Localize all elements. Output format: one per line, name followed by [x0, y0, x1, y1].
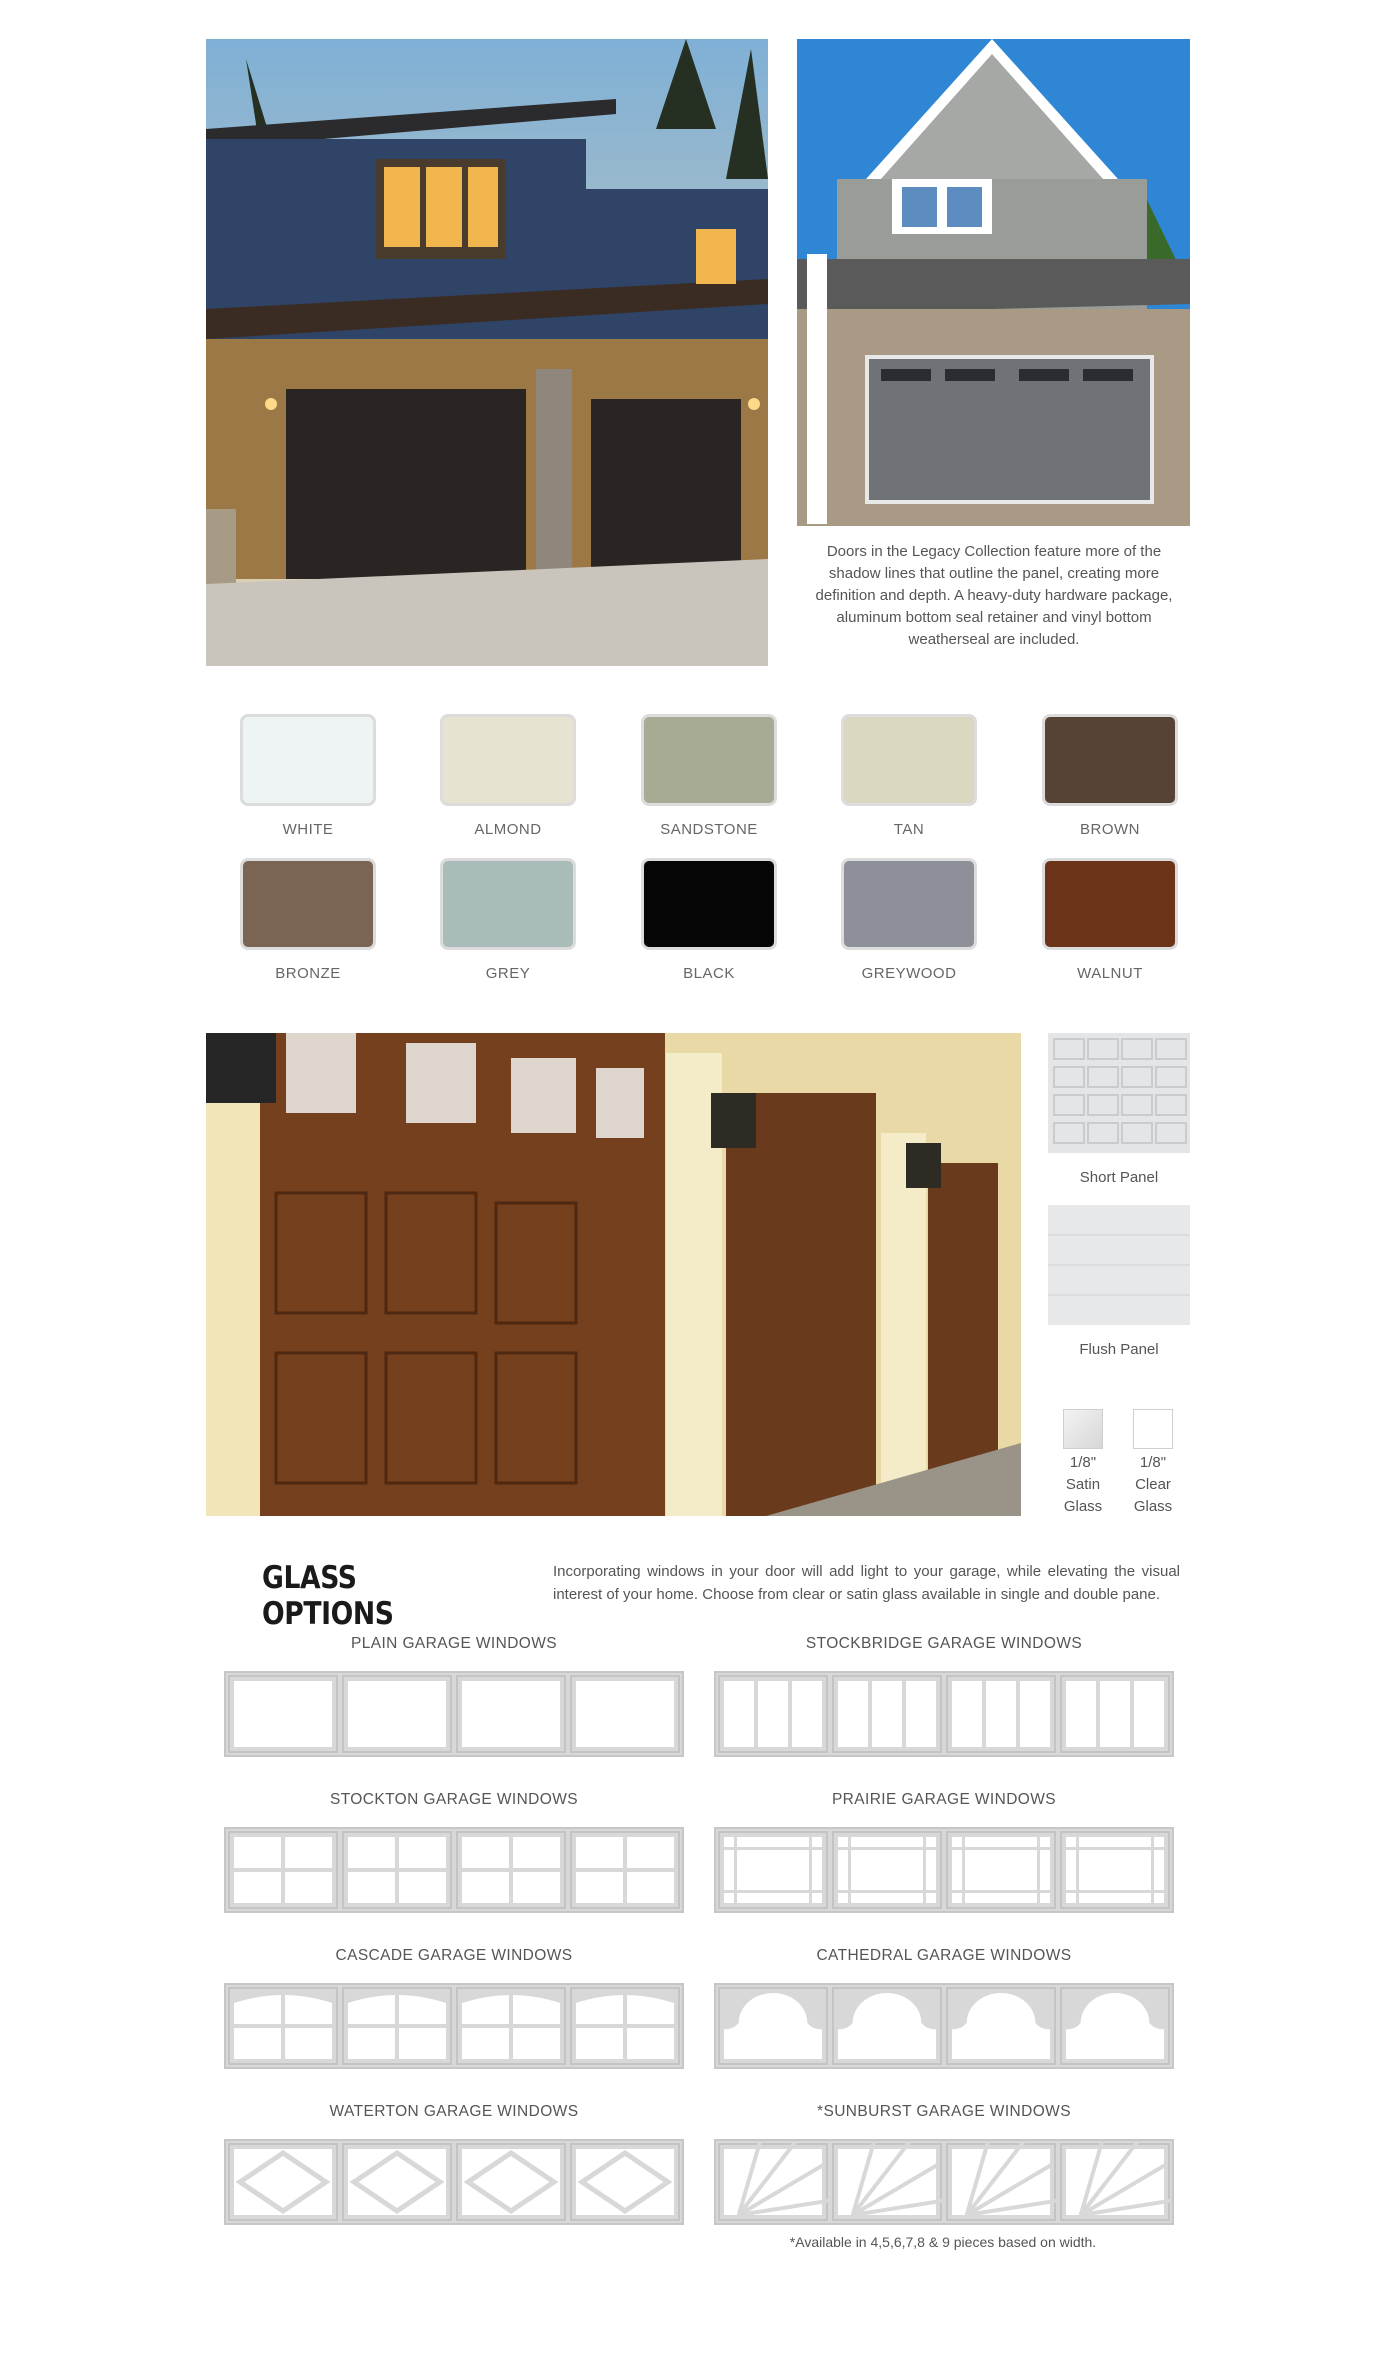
swatch-greywood	[841, 858, 977, 950]
swatch-label: ALMOND	[474, 821, 542, 838]
window-style-title: PRAIRIE GARAGE WINDOWS	[831, 1791, 1057, 1808]
swatch-walnut	[1042, 858, 1178, 950]
window-style-title: CATHEDRAL GARAGE WINDOWS	[816, 1947, 1072, 1964]
swatch-tan	[841, 714, 977, 806]
swatch-label: TAN	[893, 821, 925, 838]
window-style-plain	[224, 1671, 684, 1757]
glass-options-description: Incorporating windows in your door will add light to your garage, while elevating the visual interest of your home. Choose from clear or satin glass available in single and double pane.	[553, 1563, 1180, 1603]
window-style-cathedral	[714, 1983, 1174, 2069]
window-style-title: *SUNBURST GARAGE WINDOWS	[817, 2103, 1071, 2120]
swatch-almond	[440, 714, 576, 806]
window-style-title: STOCKBRIDGE GARAGE WINDOWS	[805, 1635, 1083, 1652]
swatch-label: GREY	[485, 965, 531, 982]
clear-glass-label: 1/8" Clear Glass	[1133, 1454, 1173, 1515]
modern-house-photo	[206, 39, 768, 666]
swatch-label: GREYWOOD	[861, 965, 957, 982]
window-style-stockbridge	[714, 1671, 1174, 1757]
swatch-label: WALNUT	[1077, 965, 1143, 982]
flush-panel-label: Flush Panel	[1079, 1341, 1159, 1358]
glass-options-title: GLASS OPTIONS	[262, 1560, 394, 1632]
swatch-bronze	[240, 858, 376, 950]
swatch-label: SANDSTONE	[660, 821, 758, 838]
window-style-title: STOCKTON GARAGE WINDOWS	[329, 1791, 579, 1808]
satin-glass-label: 1/8" Satin Glass	[1063, 1454, 1103, 1515]
craftsman-house-photo	[797, 39, 1190, 526]
swatch-label: BROWN	[1080, 821, 1140, 838]
clear-glass-swatch	[1133, 1409, 1173, 1449]
short-panel-swatch	[1048, 1033, 1190, 1153]
window-style-sunburst	[714, 2139, 1174, 2225]
window-style-cascade	[224, 1983, 684, 2069]
satin-glass-swatch	[1063, 1409, 1103, 1449]
window-style-title: CASCADE GARAGE WINDOWS	[335, 1947, 573, 1964]
swatch-white	[240, 714, 376, 806]
window-style-stockton	[224, 1827, 684, 1913]
legacy-collection-caption: Doors in the Legacy Collection feature more of the shadow lines that outline the panel, creating more definition and depth. A heavy-duty hardware package, aluminum bottom seal retainer and vinyl bottom weatherseal are included.	[815, 543, 1173, 648]
window-style-prairie	[714, 1827, 1174, 1913]
swatch-black	[641, 858, 777, 950]
swatch-label: WHITE	[282, 821, 334, 838]
swatch-label: BLACK	[683, 965, 735, 982]
swatch-brown	[1042, 714, 1178, 806]
window-style-waterton	[224, 2139, 684, 2225]
window-style-title: PLAIN GARAGE WINDOWS	[350, 1635, 558, 1652]
walnut-garage-doors-photo	[206, 1033, 1021, 1516]
window-style-title: WATERTON GARAGE WINDOWS	[329, 2103, 579, 2120]
flush-panel-swatch	[1048, 1205, 1190, 1325]
short-panel-label: Short Panel	[1079, 1169, 1159, 1186]
swatch-sandstone	[641, 714, 777, 806]
sunburst-footnote: *Available in 4,5,6,7,8 & 9 pieces based on width.	[789, 2234, 1097, 2250]
swatch-grey	[440, 858, 576, 950]
swatch-label: BRONZE	[275, 965, 341, 982]
